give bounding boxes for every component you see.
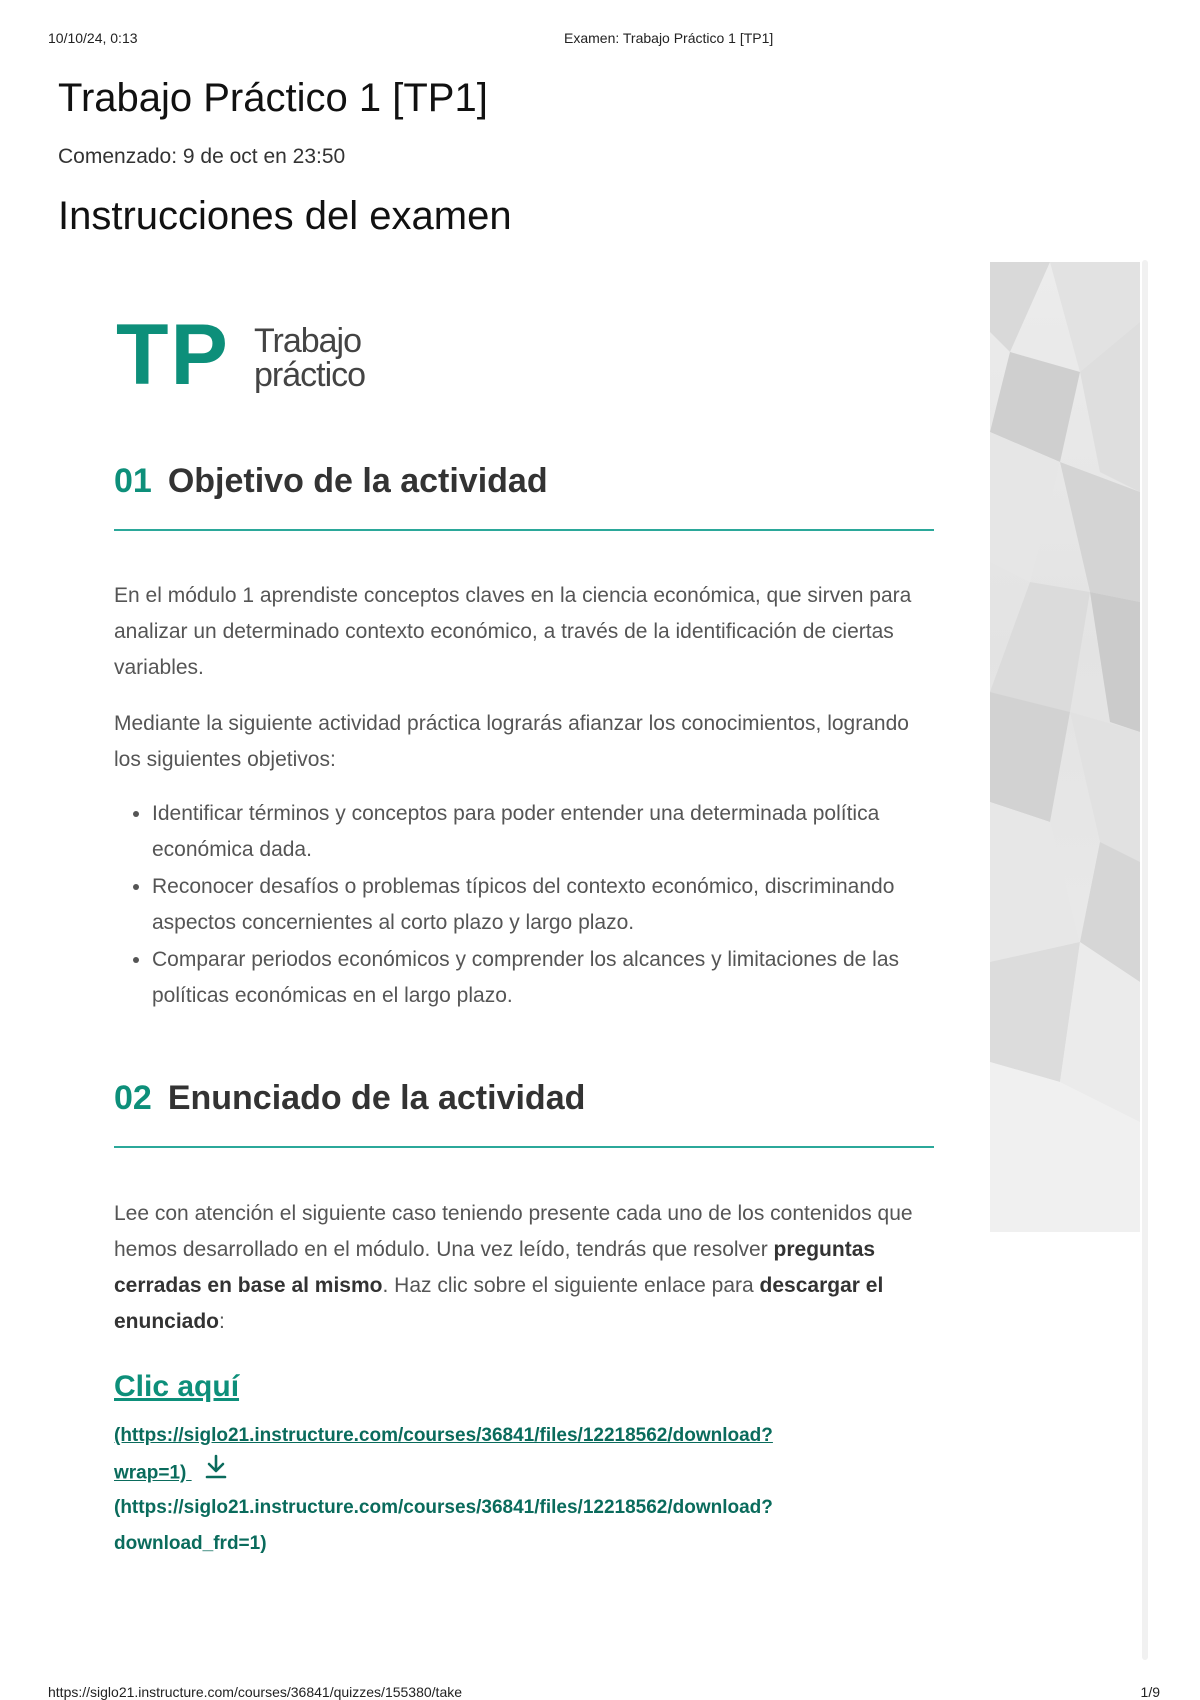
paragraph-bold-text: preguntas cerradas en base al mismo (114, 1238, 876, 1297)
paragraph-text: : (219, 1310, 225, 1333)
tp-logo-word-1: Trabajo (254, 322, 362, 360)
scrollbar-track[interactable] (1142, 260, 1148, 1660)
url-text: (https://siglo21.instructure.com/courses/36841/files/12218562/download? (114, 1497, 773, 1518)
tp-logo-word-2: práctico (254, 356, 366, 394)
paragraph-bold-text: descargar el enunciado (114, 1274, 884, 1333)
download-icon[interactable] (204, 1454, 228, 1493)
paragraph-text: Lee con atención el siguiente caso teniendo presente cada uno de los contenidos que hemos desarrollado en el módulo. Una vez leído, tendrás que resolver (114, 1202, 913, 1261)
print-page-number: 1/9 (1140, 1684, 1160, 1700)
section-title: Enunciado de la actividad (167, 1079, 586, 1117)
url-text: (https://siglo21.instructure.com/courses/36841/files/12218562/download? (114, 1425, 773, 1446)
download-url-wrap-link[interactable] (114, 1418, 934, 1493)
clic-aqui-link[interactable]: Clic aquí (114, 1370, 240, 1403)
section-heading-enunciado (114, 1079, 934, 1118)
section-number: 02 (114, 1079, 152, 1117)
list-item: • Comparar periodos económicos y comprender los alcances y limitaciones de las políticas económicas en el largo plazo. (152, 942, 962, 1014)
paragraph-text: . Haz clic sobre el siguiente enlace para (382, 1274, 760, 1297)
section-divider (114, 1146, 934, 1148)
objectives-list (114, 796, 962, 1015)
url-text: download_frd=1) (114, 1533, 267, 1554)
download-url-frd-link[interactable] (114, 1490, 934, 1562)
print-datetime: 10/10/24, 0:13 (48, 30, 138, 46)
section-divider (114, 529, 934, 531)
paragraph-enunciado (114, 1196, 934, 1340)
list-item: • Reconocer desafíos o problemas típicos del contexto económico, discriminando aspectos concernientes al corto plazo y largo plazo. (152, 869, 962, 941)
print-url: https://siglo21.instructure.com/courses/36841/quizzes/155380/take (48, 1684, 463, 1700)
list-item: • Identificar términos y conceptos para poder entender una determinada política económica dada. (152, 796, 962, 868)
paragraph-objetivo-2: Mediante la siguiente actividad práctica lograrás afianzar los conocimientos, logrando los siguientes objetivos: (114, 712, 909, 771)
page-title: Trabajo Práctico 1 [TP1] (58, 76, 488, 120)
started-timestamp: Comenzado: 9 de oct en 23:50 (58, 145, 346, 168)
print-header (48, 30, 1160, 50)
tp-logo (116, 307, 396, 404)
section-heading-objetivo (114, 462, 934, 501)
paragraph-objetivo-1: En el módulo 1 aprendiste conceptos claves en la ciencia económica, que sirven para analizar un determinado contexto económico, a través de la identificación de ciertas variables. (114, 584, 912, 679)
print-page-title: Examen: Trabajo Práctico 1 [TP1] (564, 30, 774, 46)
section-title: Objetivo de la actividad (167, 462, 548, 500)
section-number: 01 (114, 462, 152, 500)
instructions-heading: Instrucciones del examen (58, 194, 512, 238)
tp-logo-letters: TP (116, 307, 230, 403)
decorative-pattern (990, 262, 1140, 1232)
url-text: wrap=1) (114, 1462, 187, 1484)
decorative-background-image (990, 262, 1140, 1232)
